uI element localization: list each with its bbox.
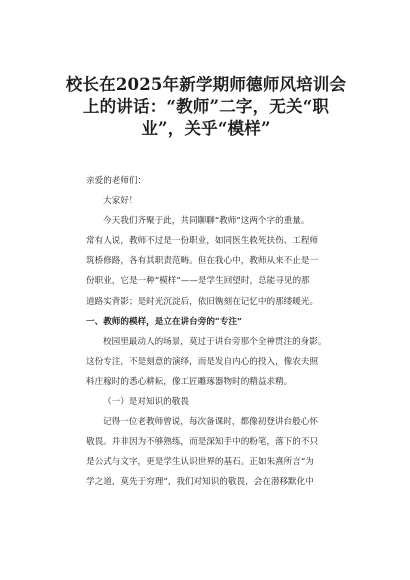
paragraph-line: 料庄稼时的悉心耕耘，像工匠雕琢器物时的精益求精。: [86, 376, 293, 387]
paragraph-line: 这份专注，不是刻意的演绎，而是发自内心的投入，像农夫照: [86, 356, 319, 367]
paragraph-line: 道路实背影；是时光沉淀后，依旧镌刻在记忆中的那缕暖光。: [86, 296, 319, 307]
paragraph-line: 记得一位老教师曾说，每次备课时，都像初登讲台般心怀: [103, 417, 318, 428]
paragraph-line: 学之道，莫先于穷理”，我们对知识的敬畏，会在潜移默化中: [86, 477, 314, 488]
paragraph-line: 敬畏。并非因为不够熟练，而是深知手中的粉笔，落下的不只: [86, 437, 319, 448]
salutation: 亲爱的老师们：: [86, 176, 147, 186]
document-title: [62, 74, 350, 140]
paragraph-line: 校园里最动人的场景，莫过于讲台旁那个全神贯注的身影。: [103, 336, 327, 347]
section-heading: 一、教师的模样，是立在讲台旁的“专注”: [86, 316, 242, 327]
paragraph-line: 常有人说，教师不过是一份职业，如同医生救死扶伤、工程师: [86, 236, 319, 247]
paragraph-line: 筑桥修路，各有其职责范畴。但在我心中，教师从来不止是一: [86, 256, 319, 267]
title-line-3: 业”，关乎“模样”: [141, 119, 271, 138]
paragraph-line: 今天我们齐聚于此，共同聊聊“教师”这两个字的重量。: [103, 216, 310, 227]
document-body: [86, 171, 336, 493]
title-line-1: 校长在2025年新学期师德师风培训会: [65, 75, 347, 94]
paragraph-line: 是公式与文字，更是学生认识世界的基石。正如朱熹所言“为: [86, 457, 314, 468]
greeting: 大家好！: [103, 196, 138, 207]
paragraph-line: 份职业，它是一种“模样”——是学生回望时，总能寻见的那: [86, 276, 310, 287]
subsection-heading: （一）是对知识的敬畏: [103, 397, 189, 408]
title-line-2: 上的讲话：“教师”二字，无关“职: [82, 97, 330, 116]
